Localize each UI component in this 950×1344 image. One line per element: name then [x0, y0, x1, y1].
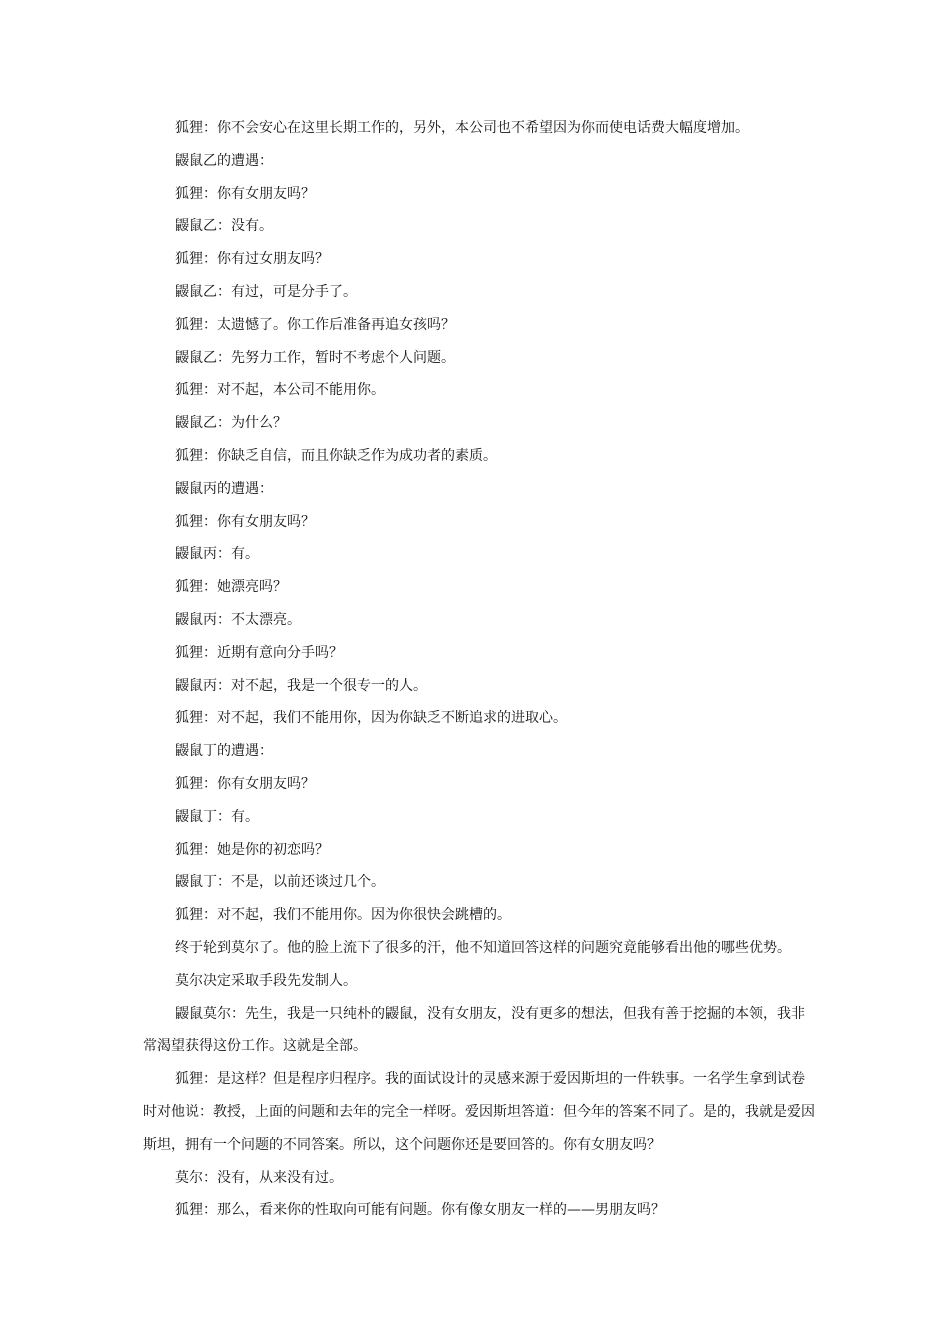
paragraph: 莫尔决定采取手段先发制人。: [175, 972, 357, 989]
paragraph: 鼹鼠丁：有。: [175, 808, 259, 825]
paragraph: 终于轮到莫尔了。他的脸上流下了很多的汗，他不知道回答这样的问题究竟能够看出他的哪些优势。: [175, 939, 791, 956]
paragraph: 鼹鼠乙的遭遇：: [175, 152, 273, 169]
paragraph: 鼹鼠丁的遭遇：: [175, 743, 273, 760]
paragraph: 狐狸：是这样？但是程序归程序。我的面试设计的灵感来源于爱因斯坦的一件轶事。一名学生拿到试卷时对他说：教授，上面的问题和去年的完全一样呀。爱因斯坦答道：但今年的答案不同了。是的，我就是爱因斯坦，拥有一个问题的不同答案。所以，这个问题你还是要回答的。你有女朋友吗？: [143, 1071, 815, 1153]
paragraph: 狐狸：你有女朋友吗？: [175, 185, 315, 202]
paragraph: 鼹鼠丙的遭遇：: [175, 480, 273, 497]
paragraph: 狐狸：你有女朋友吗？: [175, 775, 315, 792]
paragraph: 狐狸：近期有意向分手吗？: [175, 644, 343, 661]
paragraph: 鼹鼠丙：不太漂亮。: [175, 611, 301, 628]
paragraph: 鼹鼠莫尔：先生，我是一只纯朴的鼹鼠，没有女朋友，没有更多的想法，但我有善于挖掘的本领，我非常渴望获得这份工作。这就是全部。: [143, 1005, 805, 1055]
paragraph: 狐狸：你有女朋友吗？: [175, 513, 315, 530]
paragraph: 狐狸：太遗憾了。你工作后准备再追女孩吗？: [175, 316, 455, 333]
paragraph: 鼹鼠丁：不是，以前还谈过几个。: [175, 874, 385, 891]
document-body: [143, 112, 818, 1227]
paragraph: 狐狸：你不会安心在这里长期工作的，另外，本公司也不希望因为你而使电话费大幅度增加。: [175, 120, 749, 136]
paragraph: 狐狸：对不起，本公司不能用你。: [175, 382, 385, 399]
paragraph: 鼹鼠丙：有。: [175, 546, 259, 563]
paragraph: 狐狸：对不起，我们不能用你，因为你缺乏不断追求的进取心。: [175, 710, 567, 727]
paragraph: 鼹鼠乙：先努力工作，暂时不考虑个人问题。: [175, 349, 455, 366]
paragraph: 鼹鼠乙：有过，可是分手了。: [175, 283, 357, 300]
paragraph: 狐狸：你缺乏自信，而且你缺乏作为成功者的素质。: [175, 447, 497, 464]
paragraph: 狐狸：对不起，我们不能用你。因为你很快会跳槽的。: [175, 907, 511, 924]
paragraph: 鼹鼠乙：为什么？: [175, 415, 287, 432]
paragraph: 狐狸：那么，看来你的性取向可能有问题。你有像女朋友一样的——男朋友吗？: [175, 1202, 665, 1219]
paragraph: 鼹鼠丙：对不起，我是一个很专一的人。: [175, 677, 427, 694]
paragraph: 鼹鼠乙：没有。: [175, 218, 273, 235]
paragraph: 狐狸：你有过女朋友吗？: [175, 251, 329, 268]
paragraph: 莫尔：没有，从来没有过。: [175, 1169, 343, 1186]
paragraph: 狐狸：她漂亮吗？: [175, 579, 287, 596]
paragraph: 狐狸：她是你的初恋吗？: [175, 841, 329, 858]
